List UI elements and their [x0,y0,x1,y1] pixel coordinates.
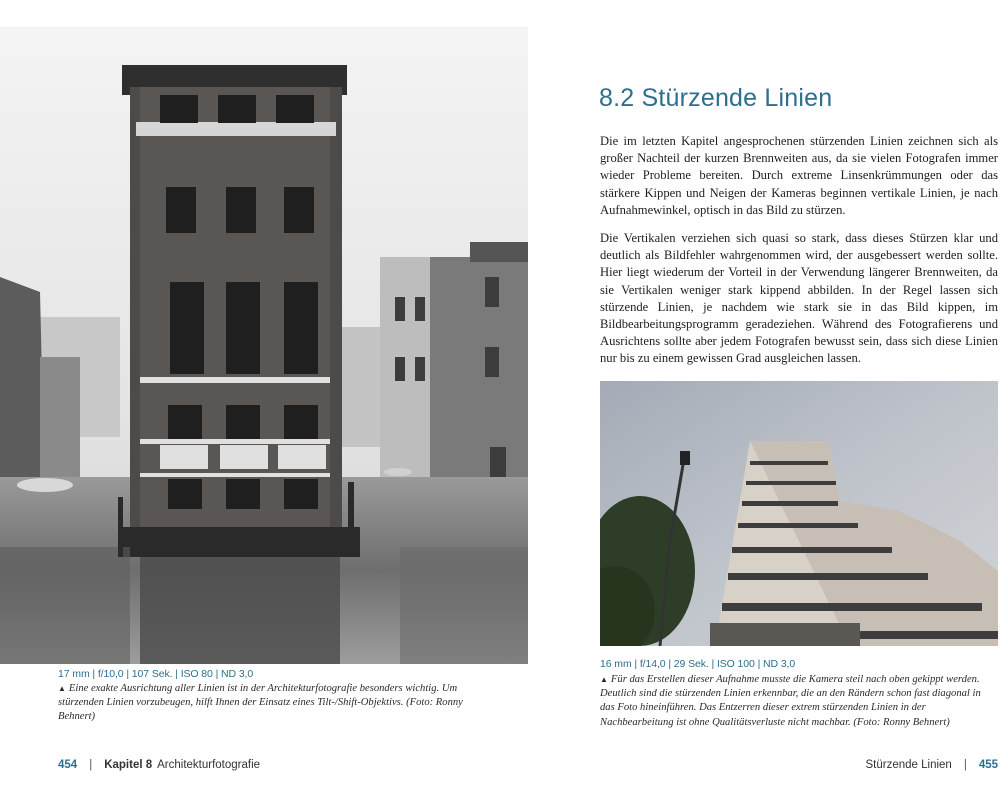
right-caption-text: Für das Erstellen dieser Aufnahme musste die Kamera steil nach oben gekippt werden. Deutlich sind die stürzenden Linien erkennbar, die an den Rändern schon fast diagonal in das Foto hineinführen. Das Entzerren dieser extrem stürzenden Linien in der Nachbearbeitung ist ohne Qualitätsverluste nicht machbar. (Foto: Ronny Behnert) [600,674,981,728]
chapter-title: Architekturfotografie [157,759,261,771]
body-paragraph-2: Die Vertikalen verziehen sich quasi so stark, dass dieses Stürzen klar und deutlich als Bildfehler wahrgenommen wird, der ausgebessert werden sollte. Hier liegt wiederum der Vorteil in der Verwendung längerer Brennweiten, da sie Vertikalen weniger stark kippend abbilden. In der Regel lassen sich stürzende Linien, je nachdem wie stark sie in das Bild kippen, im Bildbearbeitungsprogramm geradeziehen. Während des Fotografierens und Ausrichtens sollte aber jedem Fotografen bewusst sein, dass sich diese Linien nur bis zu einem gewissen Grad ausgleichen lassen. [600,231,998,366]
right-page-number: 455 [978,759,998,771]
section-heading: 8.2 Stürzende Linien [599,84,833,112]
left-page-number: 454 [58,759,78,771]
left-photo-exif: 17 mm | f/10,0 | 107 Sek. | ISO 80 | ND 3,0 [58,668,254,680]
footer-separator: | [89,759,93,771]
venice-canal-photo [0,27,528,664]
left-photo-caption [58,682,478,725]
caption-triangle-icon: ▲ [58,684,66,693]
chapter-label: Kapitel 8 [104,759,153,771]
footer-separator: | [963,759,967,771]
left-caption-text: Eine exakte Ausrichtung aller Linien ist in der Architekturfotografie besonders wichtig. Um stürzenden Linien vorzubeugen, hilft Ihnen der Einsatz eines Tilt-/Shift-Objektivs. (Foto: Ronny Behnert) [58,683,463,723]
body-paragraph-1: Die im letzten Kapitel angesprochenen stürzenden Linien zeichnen sich als großer Nachteil der kurzen Brennweiten aus, da sie vielen Fotografen immer wieder Probleme bereiten. Durch extreme Linsenkrümmungen oder das stärkere Kippen und Neigen der Kameras beginnen vertikale Linien, je nach Aufnahmewinkel, optisch in das Bild zu stürzen. [600,134,998,217]
running-section-title: Stürzende Linien [865,759,952,771]
skyscraper-photo [600,381,998,646]
right-page-footer [866,759,999,771]
right-photo-exif: 16 mm | f/14,0 | 29 Sek. | ISO 100 | ND 3,0 [600,658,796,670]
caption-triangle-icon: ▲ [600,675,608,684]
left-page-footer [58,759,260,771]
right-photo-caption [600,673,998,730]
